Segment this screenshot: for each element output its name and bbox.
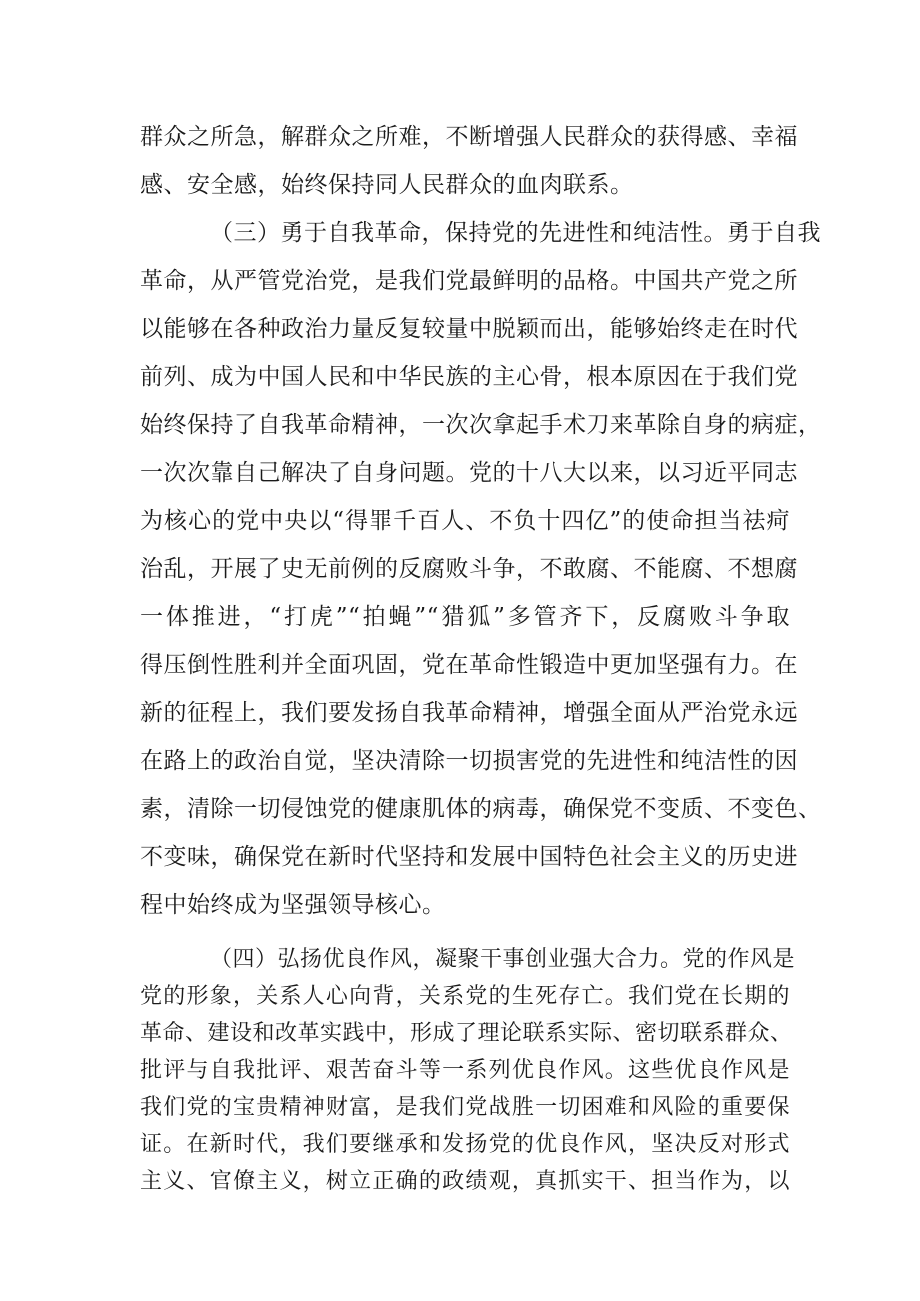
paragraph-line: 一体推进，“打虎”“拍蝇”“猎狐”多管齐下，反腐败斗争取 — [140, 604, 790, 630]
paragraph-line: 一次次靠自己解决了自身问题。党的十八大以来，以习近平同志 — [140, 460, 798, 486]
paragraph-line: 始终保持了自我革命精神，一次次拿起手术刀来革除自身的病症， — [140, 412, 822, 438]
paragraph-line: 治乱，开展了史无前例的反腐败斗争，不敢腐、不能腐、不想腐 — [140, 556, 798, 582]
paragraph-line: 得压倒性胜利并全面巩固，党在革命性锻造中更加坚强有力。在 — [140, 652, 798, 678]
paragraph-line: 感、安全感，始终保持同人民群众的血肉联系。 — [140, 172, 634, 198]
paragraph-line: 以能够在各种政治力量反复较量中脱颖而出，能够始终走在时代 — [140, 316, 798, 342]
paragraph-line: 不变味，确保党在新时代坚持和发展中国特色社会主义的历史进 — [140, 844, 798, 870]
paragraph-line: 程中始终成为坚强领导核心。 — [140, 892, 446, 918]
paragraph-line: 证。在新时代，我们要继承和发扬党的优良作风，坚决反对形式 — [140, 1132, 790, 1157]
section-heading-line: （三）勇于自我革命，保持党的先进性和纯洁性。勇于自我 — [210, 220, 821, 246]
section-heading-line: （四）弘扬优良作风，凝聚干事创业强大合力。党的作风是 — [210, 947, 796, 972]
paragraph-line: 素，清除一切侵蚀党的健康肌体的病毒，确保党不变质、不变色、 — [140, 796, 822, 822]
paragraph-line: 群众之所急，解群众之所难，不断增强人民群众的获得感、幸福 — [140, 124, 798, 150]
paragraph-line: 我们党的宝贵精神财富，是我们党战胜一切困难和风险的重要保 — [140, 1095, 790, 1120]
paragraph-line: 主义、官僚主义，树立正确的政绩观，真抓实干、担当作为，以 — [140, 1169, 790, 1194]
paragraph-line: 革命，从严管党治党，是我们党最鲜明的品格。中国共产党之所 — [140, 268, 798, 294]
paragraph-line: 前列、成为中国人民和中华民族的主心骨，根本原因在于我们党 — [140, 364, 798, 390]
paragraph-line: 新的征程上，我们要发扬自我革命精神，增强全面从严治党永远 — [140, 700, 798, 726]
paragraph-line: 批评与自我批评、艰苦奋斗等一系列优良作风。这些优良作风是 — [140, 1058, 790, 1083]
paragraph-line: 为核心的党中央以“得罪千百人、不负十四亿”的使命担当祛疴 — [140, 508, 790, 534]
paragraph-line: 党的形象，关系人心向背，关系党的生死存亡。我们党在长期的 — [140, 984, 790, 1009]
paragraph-line: 革命、建设和改革实践中，形成了理论联系实际、密切联系群众、 — [140, 1021, 793, 1046]
paragraph-line: 在路上的政治自觉，坚决清除一切损害党的先进性和纯洁性的因 — [140, 748, 798, 774]
